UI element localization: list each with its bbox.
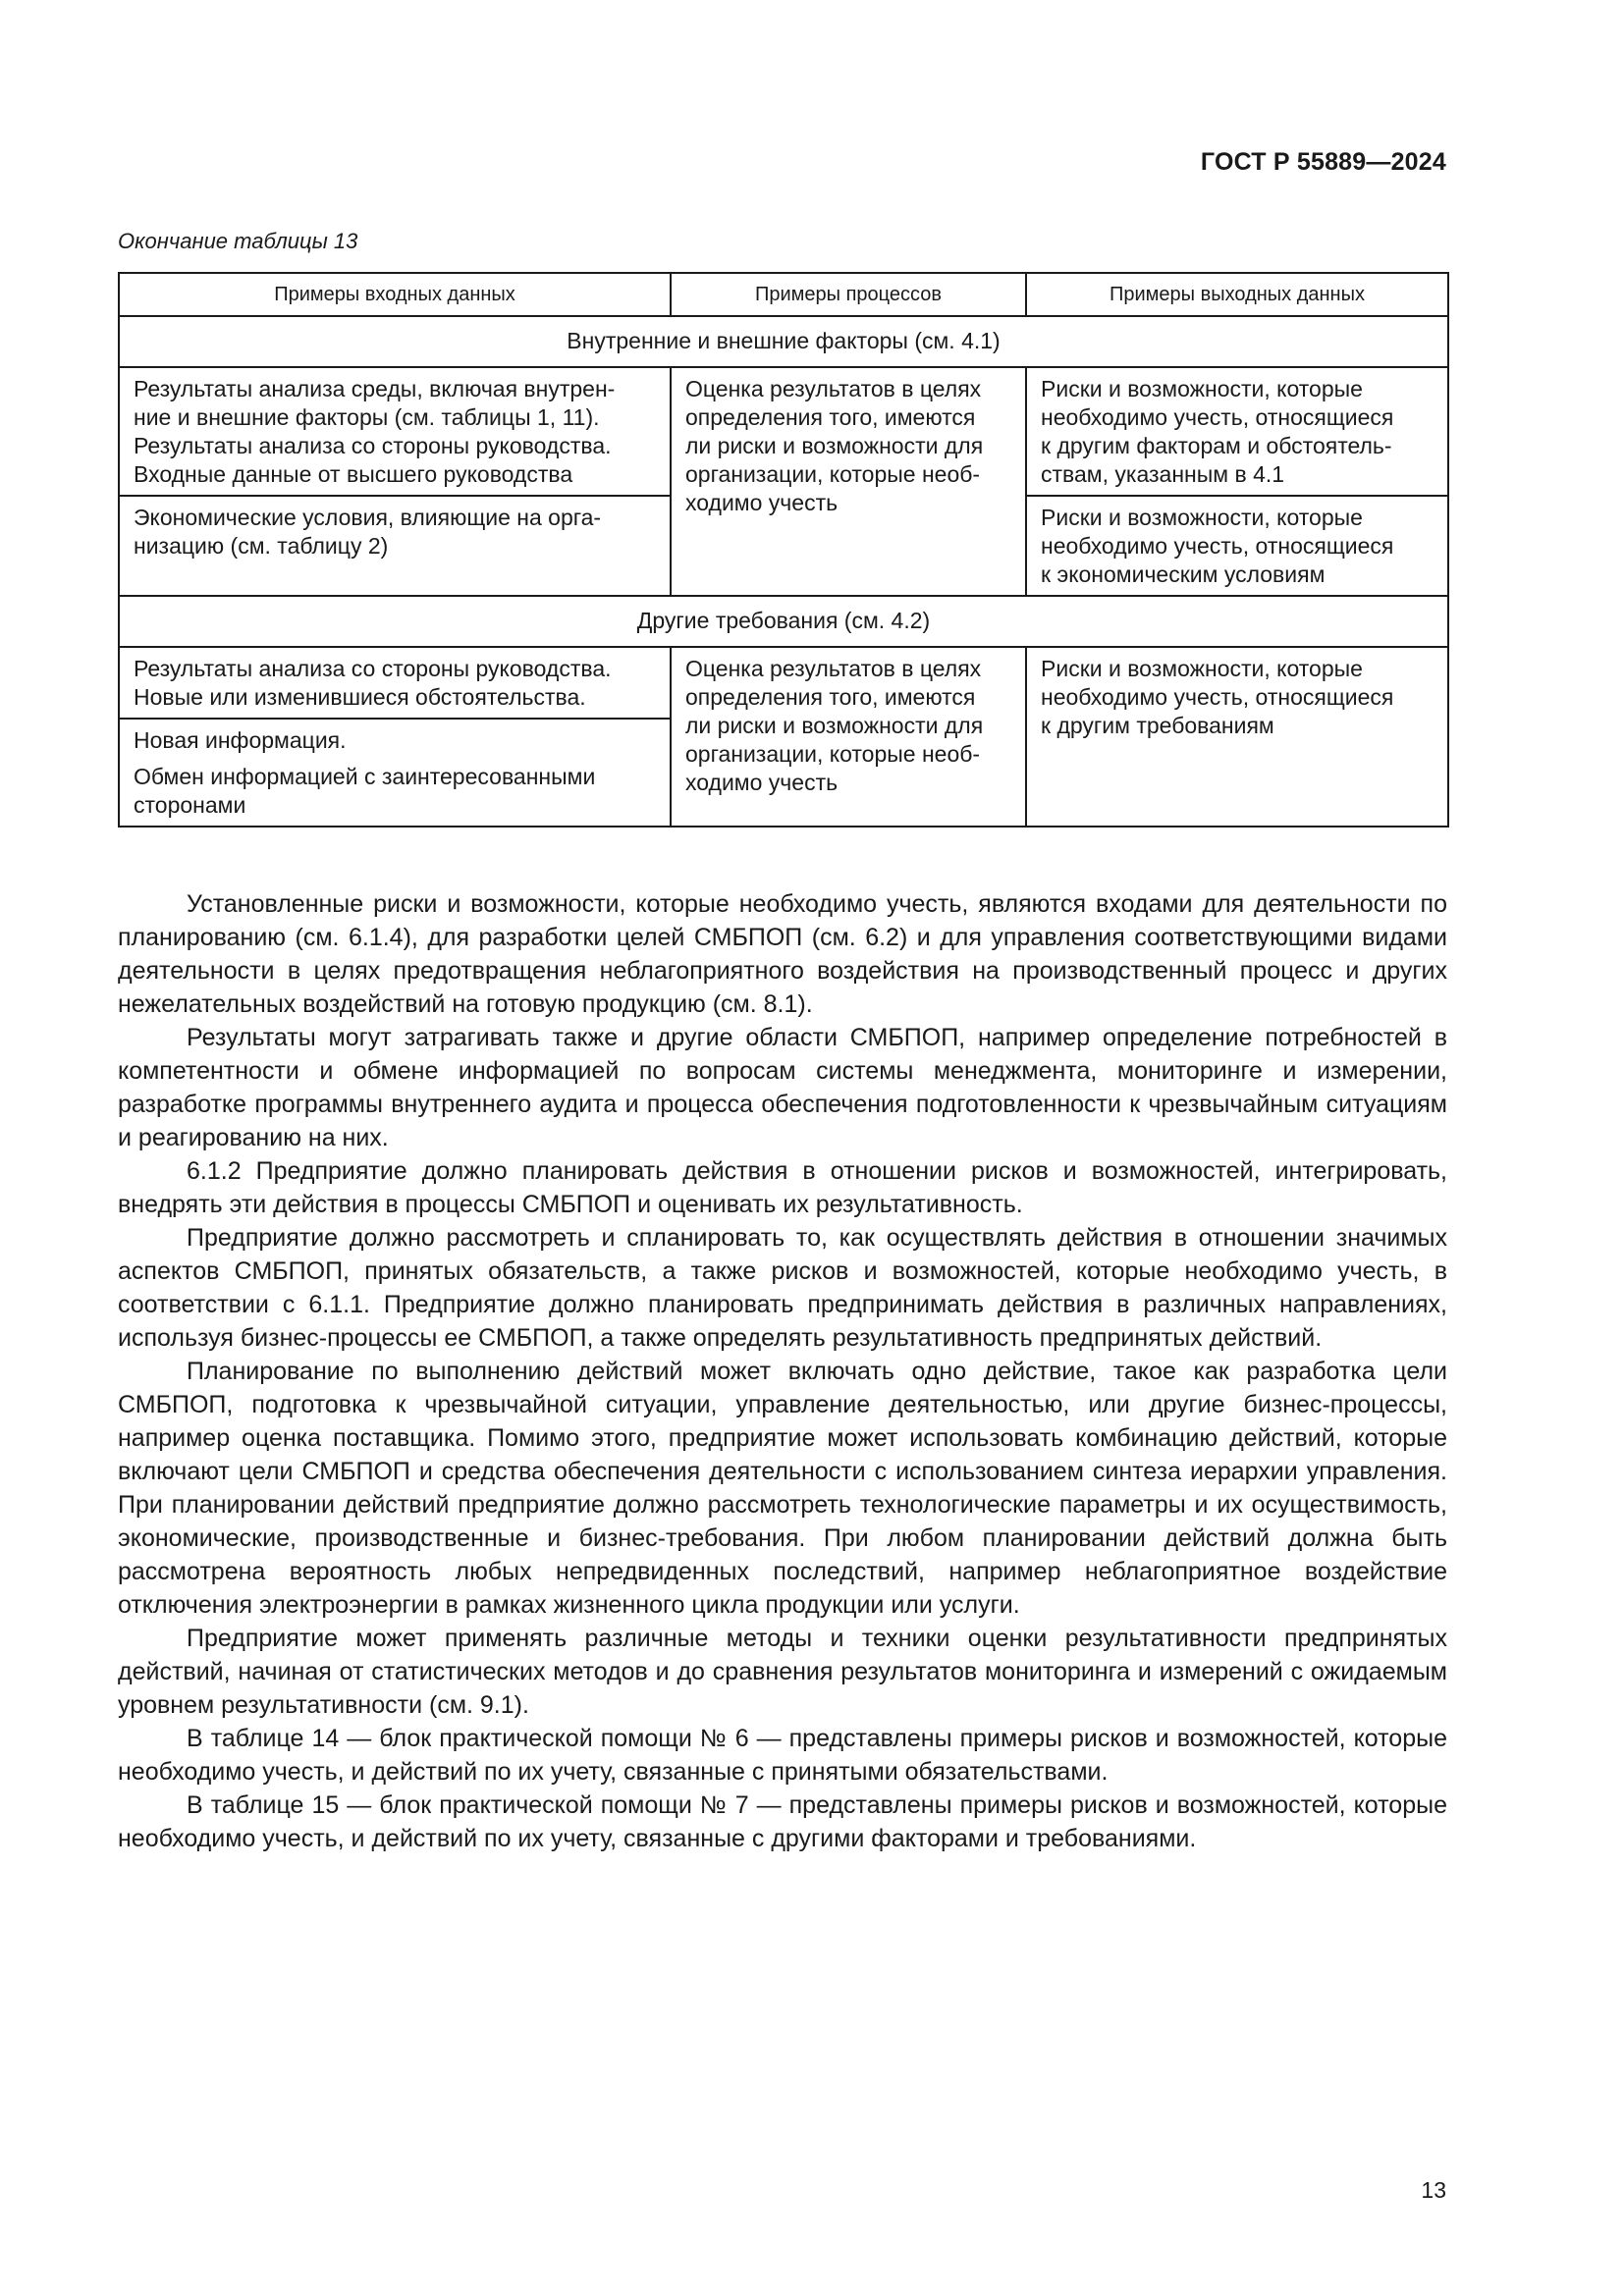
cell-line: Оценка результатов в целях (685, 376, 982, 401)
input-cell (119, 367, 671, 496)
cell-line: организации, которые необ- (685, 741, 981, 767)
cell-line: Результаты анализа со стороны руководства. (134, 433, 612, 458)
cell-line: Результаты анализа со стороны руководства. (134, 656, 612, 681)
cell-paragraph (134, 763, 656, 820)
cell-line: низацию (см. таблицу 2) (134, 533, 389, 559)
cell-line: Обмен информацией с заинтересованными (134, 764, 596, 789)
input-cell (119, 719, 671, 827)
section-row (119, 316, 1448, 367)
table-13 (118, 272, 1449, 828)
cell-line: организации, которые необ- (685, 461, 981, 487)
cell-line: Входные данные от высшего руководства (134, 461, 573, 487)
section-title: Другие требования (см. 4.2) (119, 596, 1448, 647)
standard-designation: ГОСТ Р 55889—2024 (1200, 148, 1446, 176)
paragraph: Предприятие должно рассмотреть и спланировать то, как осуществлять действия в отношении значимых аспектов СМБПОП, принятых обязательств, а также рисков и возможностей, которые необходимо учесть, в соответствии с 6.1.1. Предприятие должно планировать предпринимать действия в различных направлениях, используя бизнес-процессы ее СМБПОП, а также определять результативность предпринятых действий. (118, 1224, 1447, 1352)
cell-line: ходимо учесть (685, 770, 839, 795)
output-cell (1026, 496, 1448, 596)
section-title: Внутренние и внешние факторы (см. 4.1) (119, 316, 1448, 367)
cell-line: к экономическим условиям (1041, 561, 1326, 587)
body-text (118, 887, 1447, 1855)
process-cell (671, 647, 1026, 827)
cell-line: необходимо учесть, относящиеся (1041, 404, 1394, 430)
cell-line: ствам, указанным в 4.1 (1041, 461, 1285, 487)
output-cell (1026, 367, 1448, 496)
cell-line: сторонами (134, 792, 246, 818)
cell-line: Риски и возможности, которые (1041, 376, 1363, 401)
table-header-row (119, 273, 1448, 316)
column-header-outputs: Примеры выходных данных (1026, 273, 1448, 316)
cell-line: к другим факторам и обстоятель- (1041, 433, 1392, 458)
cell-line: Новая информация. (134, 727, 347, 753)
section-row (119, 596, 1448, 647)
cell-line: определения того, имеются (685, 684, 976, 710)
paragraph: В таблице 15 — блок практической помощи № 7 — представлены примеры рисков и возможностей, которые необходимо учесть, и действий по их учету, связанные с другими факторами и требованиями. (118, 1791, 1447, 1852)
cell-line: ли риски и возможности для (685, 433, 984, 458)
cell-line: Риски и возможности, которые (1041, 505, 1363, 530)
paragraph: Результаты могут затрагивать также и другие области СМБПОП, например определение потребностей в компетентности и обмене информацией по вопросам системы менеджмента, мониторинге и измерении, разработке программы внутреннего аудита и процесса обеспечения подготовленности к чрезвычайным ситуациям и реагированию на них. (118, 1024, 1447, 1151)
process-cell (671, 367, 1026, 596)
cell-line: ли риски и возможности для (685, 713, 984, 738)
cell-line: Результаты анализа среды, включая внутрен- (134, 376, 616, 401)
paragraph: Планирование по выполнению действий может включать одно действие, такое как разработка цели СМБПОП, подготовка к чрезвычайной ситуации, управление деятельностью, или другие бизнес-процессы, например оценка поставщика. Помимо этого, предприятие может использовать комбинацию действий, которые включают цели СМБПОП и средства обеспечения деятельности с использованием синтеза иерархии управления. При планировании действий предприятие должно рассмотреть технологические параметры и их осуществимость, экономические, производственные и бизнес-требования. При любом планировании действий должна быть рассмотрена вероятность любых непредвиденных последствий, например неблагоприятное воздействие отключения электроэнергии в рамках жизненного цикла продукции или услуги. (118, 1358, 1447, 1619)
table-row (119, 367, 1448, 496)
input-cell (119, 647, 671, 719)
cell-line: Риски и возможности, которые (1041, 656, 1363, 681)
cell-line: Экономические условия, влияющие на орга- (134, 505, 602, 530)
page-number: 13 (1421, 2177, 1446, 2203)
column-header-inputs: Примеры входных данных (119, 273, 671, 316)
column-header-processes: Примеры процессов (671, 273, 1026, 316)
cell-line: необходимо учесть, относящиеся (1041, 684, 1394, 710)
table-row (119, 647, 1448, 719)
table-caption: Окончание таблицы 13 (118, 229, 358, 253)
paragraph: Установленные риски и возможности, которые необходимо учесть, являются входами для деятельности по планированию (см. 6.1.4), для разработки целей СМБПОП (см. 6.2) и для управления соответствующими видами деятельности в целях предотвращения неблагоприятного воздействия на производственный процесс и других нежелательных воздействий на готовую продукцию (см. 8.1). (118, 890, 1447, 1018)
cell-line: Новые или изменившиеся обстоятельства. (134, 684, 586, 710)
paragraph: 6.1.2 Предприятие должно планировать действия в отношении рисков и возможностей, интегрировать, внедрять эти действия в процессы СМБПОП и оценивать их результативность. (118, 1157, 1447, 1218)
cell-line: необходимо учесть, относящиеся (1041, 533, 1394, 559)
input-cell (119, 496, 671, 596)
cell-line: ние и внешние факторы (см. таблицы 1, 11). (134, 404, 600, 430)
cell-line: ходимо учесть (685, 490, 839, 515)
paragraph: Предприятие может применять различные методы и техники оценки результативности предпринятых действий, начиная от статистических методов и до сравнения результатов мониторинга и измерений с ожидаемым уровнем результативности (см. 9.1). (118, 1625, 1447, 1719)
output-cell (1026, 647, 1448, 827)
paragraph: В таблице 14 — блок практической помощи № 6 — представлены примеры рисков и возможностей, которые необходимо учесть, и действий по их учету, связанные с принятыми обязательствами. (118, 1725, 1447, 1786)
cell-line: к другим требованиям (1041, 713, 1274, 738)
cell-line: определения того, имеются (685, 404, 976, 430)
cell-line: Оценка результатов в целях (685, 656, 982, 681)
